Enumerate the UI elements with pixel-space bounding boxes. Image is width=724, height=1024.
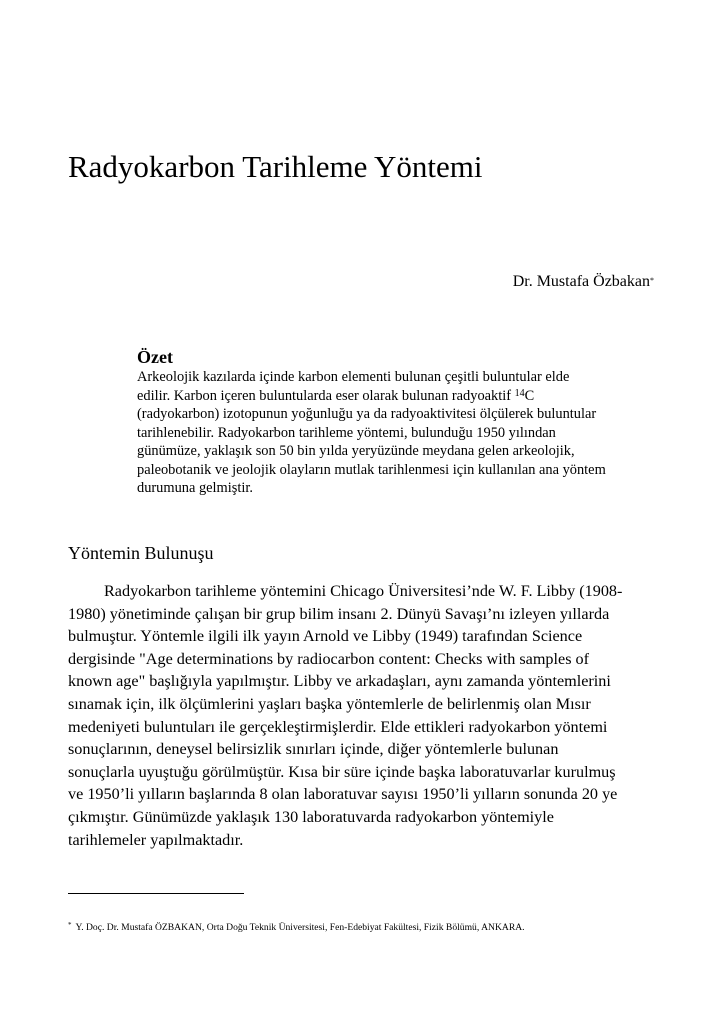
footnote-separator [68, 893, 244, 894]
footnote-text: Y. Doç. Dr. Mustafa ÖZBAKAN, Orta Doğu Teknik Üniversitesi, Fen-Edebiyat Fakültesi, Fizik Bölümü, ANKARA. [75, 922, 525, 933]
body-line: Radyokarbon tarihleme yöntemini Chicago Üniversitesi’nde W. F. Libby (1908- [104, 582, 623, 600]
body-line: sonuçlarla uyuştuğu görülmüştür. Kısa bir süre içinde başka laboratuvarlar kurulmuş [68, 762, 616, 781]
isotope-symbol: C [524, 387, 535, 404]
footnote-marker: * [68, 921, 72, 929]
section-heading: Yöntemin Bulunuşu [68, 543, 214, 563]
body-line: 1980) yönetiminde çalışan bir grup bilim insanı 2. Dünyü Savaşı’nı izleyen yıllarda [68, 604, 610, 623]
body-line: dergisinde "Age determinations by radiocarbon content: Checks with samples of [68, 649, 590, 668]
abstract-line-text: edilir. Karbon içeren buluntularda eser olarak bulunan radyoaktif [137, 387, 515, 404]
body-line: sonuçlarının, deneysel belirsizlik sınırları içinde, diğer yöntemlerle bulunan [68, 740, 559, 759]
abstract-text [137, 368, 657, 498]
abstract-line [137, 387, 657, 406]
abstract-line: günümüze, yaklaşık son 50 bin yılda yeryüzünde meydana gelen arkeolojik, [137, 443, 575, 459]
abstract-line: (radyokarbon) izotopunun yoğunluğu ya da radyoaktivitesi ölçülerek buluntular [137, 406, 597, 422]
abstract-line: durumuna gelmiştir. [137, 480, 253, 496]
abstract-line: tarihlenebilir. Radyokarbon tarihleme yöntemi, bulunduğu 1950 yılından [137, 424, 556, 441]
footnote [68, 922, 525, 934]
abstract-heading: Özet [137, 347, 173, 367]
abstract-line: paleobotanik ve jeolojik olayların mutlak tarihlenmesi için kullanılan ana yöntem [137, 461, 606, 478]
author-footnote-marker: * [650, 276, 654, 285]
section-body-paragraph [68, 580, 658, 851]
body-line: sınamak için, ilk ölçümlerini yaşları başka yöntemlerle de belirlenmiş olan Mısır [68, 694, 591, 713]
author-name: Dr. Mustafa Özbakan [512, 273, 650, 290]
body-line: ve 1950’li yılların başlarında 8 olan laboratuvar sayısı 1950’li yılların sonunda 20 ye [68, 785, 618, 804]
abstract-line: Arkeolojik kazılarda içinde karbon elementi bulunan çeşitli buluntular elde [137, 369, 570, 385]
body-line: çıkmıştır. Günümüzde yaklaşık 130 laboratuvarda radyokarbon yöntemiyle [68, 807, 554, 826]
isotope-mass-number: 14 [514, 387, 525, 399]
body-line: bulmuştur. Yöntemle ilgili ilk yayın Arnold ve Libby (1949) tarafından Science [68, 627, 583, 646]
body-line: known age" başlığıyla yapılmıştır. Libby ve arkadaşları, aynı zamanda yöntemlerini [68, 672, 611, 691]
body-line: medeniyeti buluntuları ile gerçekleştirmişlerdir. Elde ettikleri radyokarbon yöntemi [68, 717, 608, 736]
body-line: tarihlemeler yapılmaktadır. [68, 830, 244, 849]
abstract-block [137, 346, 657, 498]
author-line [513, 272, 654, 292]
paper-title: Radyokarbon Tarihleme Yöntemi [68, 149, 483, 184]
